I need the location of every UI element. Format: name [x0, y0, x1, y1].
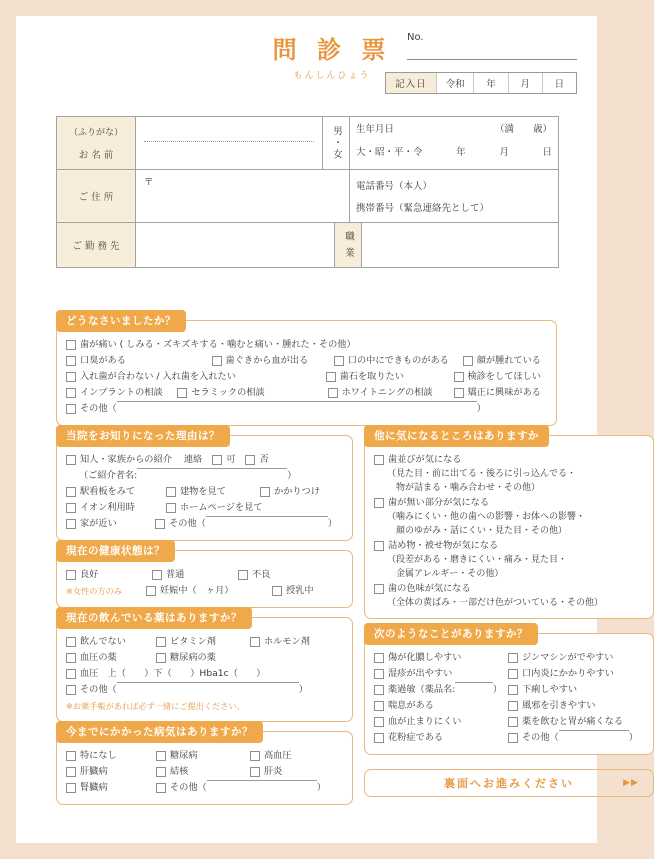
option-label: 特になし [80, 750, 117, 761]
right-column [364, 430, 654, 814]
birth-day-input[interactable]: 日 [542, 147, 552, 158]
option-label: ホルモン剤 [264, 636, 310, 647]
next-page-banner[interactable] [364, 769, 654, 797]
checkbox-icon[interactable] [454, 372, 464, 382]
option-label: 授乳中 [286, 585, 314, 596]
checkbox-icon[interactable] [374, 498, 384, 508]
option-health-2[interactable] [238, 567, 276, 582]
option-reason-4[interactable] [463, 353, 547, 368]
option-label: 不良 [252, 569, 271, 580]
checkbox-icon[interactable] [374, 717, 384, 727]
section-reason-title: どうなさいましたか？ [56, 310, 186, 332]
checkbox-icon[interactable] [374, 455, 384, 465]
option-howknow-9[interactable] [166, 500, 269, 515]
paren-close: ） [298, 684, 308, 695]
concern-1-sub-0: （噛みにくい・他の歯への影響・お体への影響・ [387, 512, 586, 522]
option-history-7[interactable] [156, 780, 332, 795]
option-label: 薬を飲むと胃が痛くなる [522, 716, 624, 727]
checkbox-icon[interactable] [374, 733, 384, 743]
mobile-label: 携帯番号（緊急連絡先として） [356, 203, 490, 214]
phone-cell[interactable] [350, 170, 558, 222]
option-howknow-6[interactable] [166, 484, 260, 499]
section-health [56, 545, 353, 608]
option-health-1[interactable] [152, 567, 238, 582]
section-health-title: 現在の健康状態は？ [56, 540, 175, 562]
furigana-input[interactable] [144, 121, 314, 142]
birth-month-input[interactable]: 月 [499, 147, 509, 158]
section-medicine [56, 612, 353, 722]
section-symptoms [364, 628, 654, 755]
option-concern-1[interactable] [374, 495, 644, 510]
option-label: 入れ歯が合わない / 入れ歯を入れたい [80, 371, 236, 382]
checkbox-icon[interactable] [374, 541, 384, 551]
history-other-input[interactable] [207, 780, 317, 781]
checkbox-icon[interactable] [66, 685, 76, 695]
form-number-label: No. [407, 32, 424, 43]
birth-year-input[interactable]: 年 [456, 147, 466, 158]
furigana-label: （ふりがな） [68, 128, 123, 138]
option-symptom-2[interactable] [374, 666, 508, 681]
section-symptoms-title: 次のようなことがありますか？ [364, 623, 538, 645]
option-concern-2[interactable] [374, 538, 644, 553]
option-label: イオン利用時 [80, 502, 135, 513]
address-row [57, 170, 558, 223]
option-label: その他（ [522, 732, 559, 743]
form-header [16, 16, 597, 108]
option-reason-3[interactable] [334, 353, 463, 368]
concern-3-sub-0: （全体の黄ばみ・一部だけ色がついている・その他） [387, 598, 604, 608]
checkbox-icon[interactable] [250, 767, 260, 777]
option-label: 風邪を引きやすい [522, 700, 596, 711]
section-howknow-title: 当院をお知りになった理由は？ [56, 425, 230, 447]
name-input[interactable] [144, 145, 314, 165]
option-howknow-ng[interactable] [245, 452, 274, 467]
symptom-other-input[interactable] [559, 730, 629, 731]
checkbox-icon[interactable] [156, 653, 166, 663]
title-text: 問 診 票 [272, 36, 392, 64]
sex-select[interactable]: 男・女 [323, 117, 350, 169]
checkbox-icon[interactable] [508, 653, 518, 663]
option-medicine-0[interactable] [66, 634, 156, 649]
option-label: 顔が腫れている [476, 355, 541, 366]
checkbox-icon[interactable] [156, 783, 166, 793]
option-label: 口内炎にかかりやすい [522, 668, 614, 679]
option-symptom-9[interactable] [374, 714, 508, 729]
checkbox-icon[interactable] [326, 372, 336, 382]
option-howknow-7[interactable] [260, 484, 326, 499]
option-symptom-11[interactable] [374, 730, 508, 745]
option-label: 腎臓病 [80, 782, 108, 793]
option-reason-5[interactable] [66, 369, 326, 384]
option-label: 肝臓病 [80, 766, 108, 777]
option-concern-0[interactable] [374, 452, 644, 467]
checkbox-icon[interactable] [508, 685, 518, 695]
concern-2-sub-1: 金属アレルギー・その他） [387, 569, 504, 579]
checkbox-icon[interactable] [328, 388, 338, 398]
option-reason-12[interactable] [66, 401, 492, 416]
option-medicine-5[interactable] [66, 666, 271, 681]
checkbox-icon[interactable] [238, 570, 248, 580]
address-label: ご 住 所 [57, 170, 136, 222]
option-label: 血が止まりにくい [388, 716, 462, 727]
checkbox-icon[interactable] [156, 767, 166, 777]
name-label-cell [57, 117, 136, 169]
form-number-field[interactable] [407, 32, 577, 60]
option-health-4[interactable] [272, 583, 320, 598]
drug-name-input[interactable] [455, 682, 492, 683]
option-reason-11[interactable] [454, 385, 548, 400]
checkbox-icon[interactable] [374, 685, 384, 695]
option-history-4[interactable] [156, 764, 250, 779]
paren-close: ） [628, 732, 638, 743]
option-label: 妊娠中（ ヶ月） [160, 585, 234, 596]
era-options[interactable]: 大・昭・平・令 [356, 147, 423, 158]
paren-close: ） [327, 518, 337, 529]
section-history [56, 726, 353, 805]
option-health-0[interactable] [66, 567, 152, 582]
section-concerns-title: 他に気になるところはありますか [364, 425, 549, 447]
option-label: 高血圧 [264, 750, 292, 761]
option-label: 花粉症である [388, 732, 444, 743]
checkbox-icon[interactable] [66, 519, 76, 529]
phone-label: 電話番号（本人） [356, 181, 433, 192]
option-label: 可 [226, 454, 236, 465]
medicine-note: ※お薬手帳があれば必ず一緒にご提出ください。 [66, 701, 245, 711]
entry-date-label: 記入日 [386, 73, 437, 93]
checkbox-icon[interactable] [374, 584, 384, 594]
checkbox-icon[interactable] [250, 637, 260, 647]
checkbox-icon[interactable] [66, 455, 76, 465]
concern-0-sub-1: 物が詰まる・噛み合わせ・その他） [387, 483, 541, 493]
option-reason-0[interactable] [66, 337, 547, 352]
option-medicine-3[interactable] [66, 650, 156, 665]
option-symptom-0[interactable] [374, 650, 508, 665]
checkbox-icon[interactable] [463, 356, 473, 366]
concern-2-sub-0: （段差がある・磨きにくい・痛み・見た目・ [387, 555, 568, 565]
form-page [16, 16, 639, 843]
option-label: 飲んでない [80, 636, 126, 647]
paren-close: ） [492, 684, 502, 695]
option-label: その他（ [80, 403, 117, 414]
left-column [56, 430, 353, 814]
checkbox-icon[interactable] [212, 356, 222, 366]
option-label: 家が近い [80, 518, 117, 529]
checkbox-icon[interactable] [66, 783, 76, 793]
option-history-6[interactable] [66, 780, 156, 795]
medicine-other-input[interactable] [117, 682, 299, 683]
howknow-other-input[interactable] [206, 516, 328, 517]
option-label: 血圧 上（ ）下（ ）Hba1c（ ） [80, 668, 266, 679]
option-label: 矯正に興味がある [467, 387, 541, 398]
workplace-input[interactable] [136, 223, 335, 267]
option-symptom-8[interactable] [508, 698, 602, 713]
option-history-2[interactable] [250, 748, 298, 763]
option-label: かかりつけ [274, 486, 320, 497]
checkbox-icon[interactable] [66, 669, 76, 679]
checkbox-icon[interactable] [374, 653, 384, 663]
patient-info-table [56, 116, 559, 268]
checkbox-icon[interactable] [66, 503, 76, 513]
checkbox-icon[interactable] [156, 751, 166, 761]
option-label: 口の中にできものがある [347, 355, 449, 366]
checkbox-icon[interactable] [66, 751, 76, 761]
option-howknow-11[interactable] [155, 516, 343, 531]
checkbox-icon[interactable] [66, 388, 76, 398]
name-row [57, 117, 558, 170]
option-medicine-2[interactable] [250, 634, 316, 649]
referrer-name-field[interactable] [66, 468, 302, 483]
questionnaire-body [56, 315, 639, 814]
option-reason-9[interactable] [177, 385, 327, 400]
checkbox-icon[interactable] [508, 701, 518, 711]
option-label: 歯が痛い ( しみる・ズキズキする・噛むと痛い・腫れた・その他） [80, 339, 356, 350]
checkbox-icon[interactable] [155, 519, 165, 529]
section-history-title: 今までにかかった病気はありますか？ [56, 721, 263, 743]
option-reason-1[interactable] [66, 353, 212, 368]
option-label: 血圧の薬 [80, 652, 117, 663]
section-howknow [56, 430, 353, 541]
concern-1-sub-1: 顔のゆがみ・話にくい・見た目・その他） [387, 526, 568, 536]
entry-date-year[interactable]: 年 [474, 73, 508, 93]
checkbox-icon[interactable] [334, 356, 344, 366]
next-page-label: 裏面へお進みください [443, 777, 574, 790]
checkbox-icon[interactable] [166, 503, 176, 513]
option-label: ジンマシンがでやすい [522, 652, 614, 663]
option-howknow-5[interactable] [66, 484, 166, 499]
option-reason-8[interactable] [66, 385, 177, 400]
checkbox-icon[interactable] [146, 586, 156, 596]
checkbox-icon[interactable] [66, 356, 76, 366]
health-female-note: ※女性の方のみ [66, 585, 122, 596]
paren-close: ） [287, 470, 297, 481]
checkbox-icon[interactable] [245, 455, 255, 465]
checkbox-icon[interactable] [250, 751, 260, 761]
checkbox-icon[interactable] [374, 669, 384, 679]
option-label: （ご紹介者名: [79, 470, 138, 481]
checkbox-icon[interactable] [66, 637, 76, 647]
option-symptom-4[interactable] [374, 682, 508, 697]
section-reason [56, 315, 557, 426]
address-input-cell[interactable] [136, 170, 350, 222]
option-label: 薬過敏（薬品名: [388, 684, 456, 695]
concern-0-sub-0: （見た目・前に出てる・後ろに引っ込んでる・ [387, 469, 577, 479]
option-label: 良好 [80, 569, 99, 580]
howknow-contact-label [184, 452, 208, 467]
option-reason-2[interactable] [212, 353, 334, 368]
referrer-name-input[interactable] [137, 468, 287, 469]
paren-close: ） [476, 403, 486, 414]
option-label: 糖尿病 [170, 750, 198, 761]
option-label: 駅看板をみて [80, 486, 136, 497]
option-reason-6[interactable] [326, 369, 454, 384]
option-medicine-6[interactable] [66, 682, 314, 697]
option-label: その他（ [169, 518, 206, 529]
option-history-0[interactable] [66, 748, 156, 763]
checkbox-icon[interactable] [508, 669, 518, 679]
option-label: 歯石を取りたい [339, 371, 404, 382]
option-symptom-7[interactable] [374, 698, 508, 713]
option-health-3[interactable] [146, 583, 272, 598]
option-label: セラミックの相談 [191, 387, 265, 398]
name-input-cell[interactable] [136, 117, 323, 169]
entry-date-era: 令和 [437, 73, 475, 93]
option-label: 歯ぐきから血が出る [225, 355, 309, 366]
name-label: お 名 前 [78, 150, 114, 161]
checkbox-icon[interactable] [260, 487, 270, 497]
checkbox-icon[interactable] [272, 586, 282, 596]
section-concerns [364, 430, 654, 619]
option-howknow-0[interactable] [66, 452, 178, 467]
option-label: その他（ [170, 782, 207, 793]
checkbox-icon[interactable] [66, 570, 76, 580]
option-label: 湿疹が出やすい [388, 668, 453, 679]
option-medicine-1[interactable] [156, 634, 250, 649]
option-howknow-ok[interactable] [212, 452, 241, 467]
option-howknow-8[interactable] [66, 500, 166, 515]
two-column-area [56, 430, 639, 814]
option-symptom-6[interactable] [508, 682, 583, 697]
option-label: 結核 [170, 766, 189, 777]
checkbox-icon[interactable] [156, 637, 166, 647]
option-label: 肝炎 [264, 766, 283, 777]
option-label: 詰め物・被せ物が気になる [388, 540, 499, 551]
option-label: 下痢しやすい [522, 684, 578, 695]
option-label: 知人・家族からの紹介 [80, 454, 172, 465]
checkbox-icon[interactable] [66, 404, 76, 414]
title-furigana: もんしんひょう [293, 71, 371, 81]
birthdate-label: 生年月日 [356, 124, 395, 135]
checkbox-icon[interactable] [374, 701, 384, 711]
work-row [57, 223, 558, 267]
option-history-3[interactable] [66, 764, 156, 779]
checkbox-icon[interactable] [66, 372, 76, 382]
checkbox-icon[interactable] [66, 487, 76, 497]
option-symptom-10[interactable] [508, 714, 629, 729]
checkbox-icon[interactable] [177, 388, 187, 398]
option-symptom-12[interactable] [508, 730, 644, 745]
entry-date-month[interactable]: 月 [509, 73, 543, 93]
occupation-label: 職 業 [335, 223, 362, 267]
option-howknow-10[interactable] [66, 516, 155, 531]
option-reason-10[interactable] [328, 385, 454, 400]
option-label: 歯並びが気になる [388, 454, 462, 465]
option-label: その他（ [80, 684, 117, 695]
checkbox-icon[interactable] [508, 733, 518, 743]
section-medicine-title: 現在の飲んでいる薬はありますか？ [56, 607, 252, 629]
arrow-right-icon: ▶▶ [623, 778, 639, 788]
option-label: 建物を見て [180, 486, 226, 497]
postal-symbol: 〒 [144, 177, 154, 188]
paren-close: ） [316, 782, 326, 793]
option-label: 喘息がある [388, 700, 434, 711]
checkbox-icon[interactable] [508, 717, 518, 727]
form-number-input[interactable] [407, 44, 577, 60]
option-label: インプラントの相談 [80, 387, 163, 398]
option-history-5[interactable] [250, 764, 288, 779]
workplace-label: ご 勤 務 先 [57, 223, 136, 267]
option-concern-3[interactable] [374, 581, 644, 596]
entry-date-day[interactable]: 日 [554, 79, 565, 90]
option-label: 連絡 [183, 454, 203, 465]
option-symptom-1[interactable] [508, 650, 619, 665]
birthdate-cell[interactable] [350, 117, 558, 169]
option-label: 傷が化膿しやすい [388, 652, 462, 663]
checkbox-icon[interactable] [212, 455, 222, 465]
age-label: （満 歳） [494, 124, 552, 135]
reason-other-input[interactable] [117, 401, 477, 402]
option-label: ホワイトニングの相談 [341, 387, 433, 398]
option-label: 否 [259, 454, 269, 465]
option-history-1[interactable] [156, 748, 250, 763]
entry-date-row[interactable] [385, 72, 577, 94]
checkbox-icon[interactable] [66, 767, 76, 777]
option-label: 普通 [166, 569, 185, 580]
option-label: ホームページを見て [180, 502, 263, 513]
checkbox-icon[interactable] [166, 487, 176, 497]
option-label: 検診をしてほしい [467, 371, 541, 382]
checkbox-icon[interactable] [454, 388, 464, 398]
option-medicine-4[interactable] [156, 650, 222, 665]
option-symptom-3[interactable] [508, 666, 620, 681]
checkbox-icon[interactable] [66, 653, 76, 663]
option-label: 糖尿病の薬 [170, 652, 216, 663]
option-reason-7[interactable] [454, 369, 548, 384]
option-label: 歯が無い部分が気になる [388, 497, 490, 508]
occupation-input[interactable] [362, 223, 558, 267]
checkbox-icon[interactable] [152, 570, 162, 580]
option-label: 口臭がある [80, 355, 126, 366]
checkbox-icon[interactable] [66, 340, 76, 350]
option-label: 歯の色味が気になる [388, 583, 471, 594]
option-label: ビタミン剤 [170, 636, 216, 647]
